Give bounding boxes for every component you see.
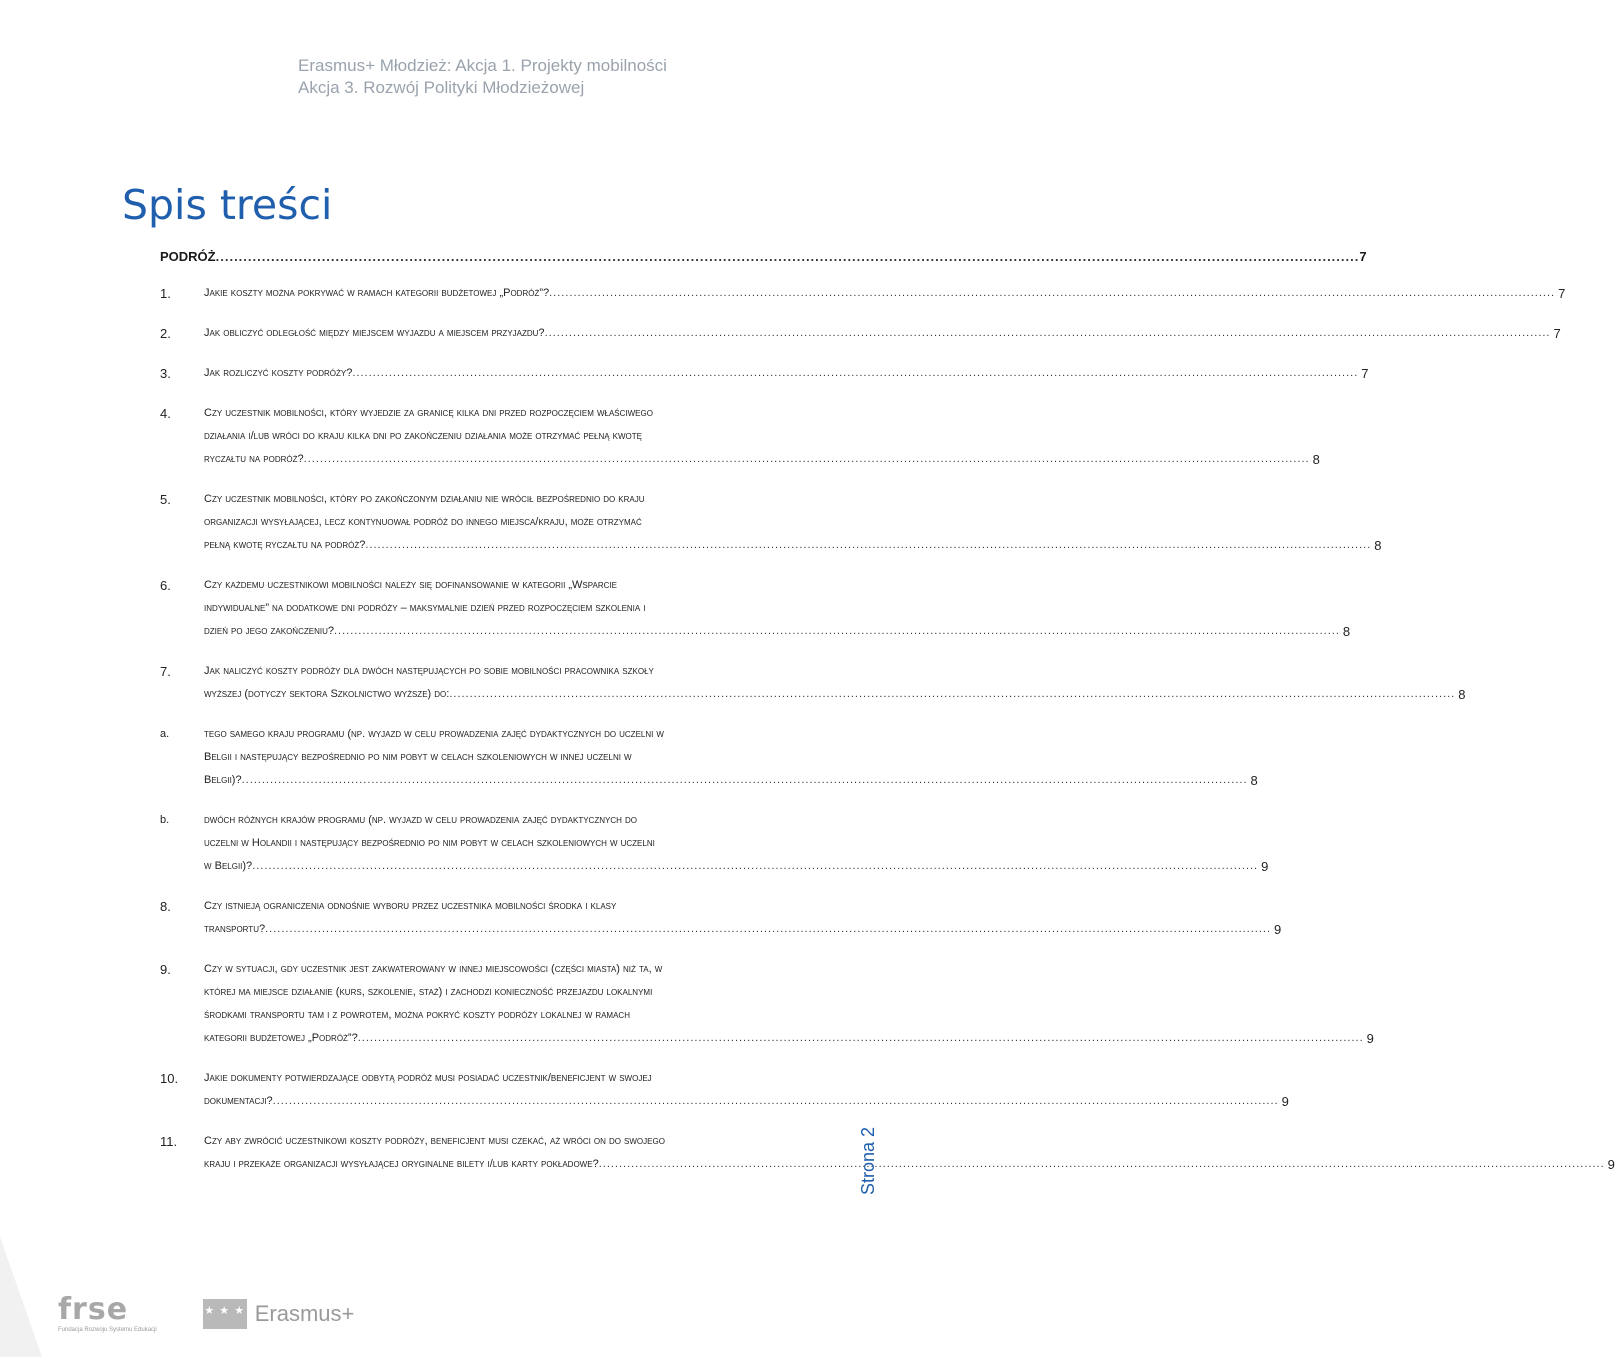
toc-leader-dots — [265, 918, 1271, 941]
toc-entry-line: tego samego kraju programu (np. wyjazd w celu prowadzenia zajęć dydaktycznych do uczelni w — [204, 728, 664, 740]
toc-entry-line: Czy uczestnik mobilności, który wyjedzie za granicę kilka dni przed rozpoczęciem właściwego — [204, 407, 653, 419]
toc-entry-last-line — [204, 918, 1281, 941]
toc-entry-text: Jakie koszty można pokrywać w ramach kategorii budżetowej „Podróż”? — [204, 287, 550, 299]
toc-entry-line: środkami transportu tam i z powrotem, można pokryć koszty podróży lokalnej w ramach — [204, 1009, 630, 1021]
toc-leader-dots — [545, 322, 1551, 345]
toc-entry-line: dwóch różnych krajów programu (np. wyjazd w celu prowadzenia zajęć dydaktycznych do — [204, 814, 637, 826]
toc-entry-body — [204, 322, 1561, 345]
toc-entry-page: 9 — [1274, 922, 1282, 937]
toc-entry-number: 10. — [160, 1071, 179, 1086]
toc-entry-text: w Belgii)? — [204, 860, 253, 872]
toc-entry-text: wyższej (dotyczy sektora Szkolnictwo wyższe) do: — [204, 688, 450, 700]
toc-entry-line: Czy aby zwrócić uczestnikowi koszty podróży, beneficjent musi czekać, aż wróci on do swojego — [204, 1135, 665, 1147]
toc-entry-text: ryczałtu na podróż? — [204, 453, 304, 465]
toc-entry[interactable] — [160, 895, 1282, 941]
toc-entry-last-line — [204, 769, 1258, 792]
toc-entry[interactable] — [160, 574, 1351, 643]
toc-entry-page: 7 — [1558, 286, 1566, 301]
toc-entry-line: działania i/lub wróci do kraju kilka dni po zakończeniu działania może otrzymać pełną kwotę — [204, 430, 642, 442]
toc-entry-text: kategorii budżetowej „Podróż”? — [204, 1032, 358, 1044]
toc-entry-number: 4. — [160, 406, 171, 421]
toc-top-label: PODRÓŻ — [160, 249, 216, 264]
toc-entry-page: 9 — [1607, 1157, 1615, 1172]
toc-entry-number: 1. — [160, 286, 171, 301]
toc-leader-dots — [242, 769, 1248, 792]
toc-entry-page: 8 — [1374, 538, 1382, 553]
toc-entry-line: Jak naliczyć koszty podróży dla dwóch następujących po sobie mobilności pracownika szkoły — [204, 665, 654, 677]
erasmus-wordmark: Erasmus+ — [254, 1301, 355, 1326]
page-number-label: Strona 2 — [858, 1126, 878, 1195]
toc-entry-line: Czy w sytuacji, gdy uczestnik jest zakwaterowany w innej miejscowości (części miasta) niż ta, w — [204, 963, 663, 975]
toc-entry-number: a. — [160, 728, 170, 740]
toc-entry-text: dokumentacji? — [204, 1095, 273, 1107]
toc-leader-dots — [358, 1027, 1364, 1050]
toc-entry-body — [204, 362, 1369, 385]
toc-entry-last-line — [204, 322, 1561, 345]
toc-entry-page: 9 — [1261, 859, 1269, 874]
page-title: Spis treści — [122, 181, 333, 229]
toc-top-page: 7 — [1359, 249, 1367, 264]
toc-entry-text: Belgii)? — [204, 774, 242, 786]
toc-leader-dots — [216, 248, 1360, 266]
toc-entry-last-line — [204, 1090, 1289, 1113]
toc-entry-body — [204, 1067, 1289, 1113]
toc-entry[interactable] — [160, 322, 1561, 345]
toc-entry[interactable] — [160, 282, 1566, 305]
toc-entry-line: Belgii i następujący bezpośrednio po nim pobyt w celach szkoleniowych w innej uczelni w — [204, 751, 632, 763]
toc-entry-body — [204, 809, 1268, 878]
toc-entry-page: 7 — [1361, 366, 1369, 381]
toc-entry-number: 9. — [160, 962, 171, 977]
toc-entry[interactable] — [160, 402, 1320, 471]
toc-entry-last-line — [204, 620, 1350, 643]
toc-entry-number: 11. — [160, 1134, 178, 1149]
toc-entry[interactable] — [160, 660, 1466, 706]
frse-logo-mark: frse — [58, 1292, 129, 1327]
header-line-2: Akcja 3. Rozwój Polityki Młodzieżowej — [298, 78, 585, 97]
toc-entry-last-line — [204, 1153, 1615, 1176]
toc-entry-page: 9 — [1366, 1031, 1374, 1046]
toc-entry-number: 6. — [160, 578, 171, 593]
toc-entry-line: Jakie dokumenty potwierdzające odbytą podróż musi posiadać uczestnik/beneficjent w swojej — [204, 1072, 652, 1084]
toc-entry-body — [204, 1130, 1615, 1176]
toc-leader-dots — [449, 683, 1455, 706]
toc-entry-number: 8. — [160, 899, 171, 914]
toc-entry-text: pełną kwotę ryczałtu na podróż? — [204, 539, 366, 551]
toc-entry-number: 3. — [160, 366, 171, 381]
toc-entry[interactable] — [160, 809, 1269, 878]
toc-entry-last-line — [204, 534, 1382, 557]
toc-entry-page: 8 — [1342, 624, 1351, 639]
eu-flag-icon — [203, 1299, 247, 1329]
toc-entry-text: dzień po jego zakończeniu? — [204, 625, 334, 637]
toc-leader-dots — [334, 620, 1340, 643]
toc-entry-line: uczelni w Holandii i następujący bezpośrednio po nim pobyt w celach szkoleniowych w uczelni — [204, 837, 655, 849]
toc-entry-body — [204, 958, 1374, 1050]
toc-leader-dots — [304, 448, 1310, 471]
toc-entry-page: 7 — [1553, 326, 1561, 341]
toc-entry[interactable] — [160, 723, 1258, 792]
toc-entry-body — [204, 282, 1565, 305]
toc-entry-text: Jak rozliczyć koszty podróży? — [204, 367, 353, 379]
toc-entry-last-line — [204, 855, 1268, 878]
toc-entry-text: kraju i przekaże organizacji wysyłającej oryginalne bilety i/lub karty pokładowe? — [204, 1158, 599, 1170]
toc-entry-page: 9 — [1281, 1094, 1289, 1109]
toc-entry-last-line — [204, 282, 1565, 305]
toc-entry-line: organizacji wysyłającej, lecz kontynuował podróż do innego miejsca/kraju, może otrzymać — [204, 516, 642, 528]
toc-entry-page: 8 — [1250, 773, 1258, 788]
toc-leader-dots — [549, 282, 1555, 305]
toc-entry-page: 8 — [1312, 452, 1320, 467]
toc-entry-body — [204, 895, 1281, 941]
footer-logos — [58, 1292, 355, 1333]
eu-flag-stars: ★ ★ ★ — [204, 1305, 246, 1317]
toc-top-entry[interactable] — [160, 248, 1367, 266]
toc-entry-line: której ma miejsce działanie (kurs, szkolenie, staż) i zachodzi konieczność przejazdu lokalnymi — [204, 986, 653, 998]
toc-leader-dots — [252, 855, 1258, 878]
toc-entry-number: 2. — [160, 326, 171, 341]
toc-leader-dots — [599, 1153, 1605, 1176]
toc-entry-line: Czy uczestnik mobilności, który po zakończonym działaniu nie wrócił bezpośrednio do kraju — [204, 493, 645, 505]
toc-entry-line: indywidualne” na dodatkowe dni podróży – maksymalnie dzień przed rozpoczęciem szkolenia i — [204, 602, 646, 614]
toc-entry-body — [204, 488, 1382, 557]
toc-entry-number: 7. — [160, 664, 171, 679]
toc-entry-line: Czy każdemu uczestnikowi mobilności należy się dofinansowanie w kategorii „Wsparcie — [204, 579, 617, 591]
toc-entry-page: 8 — [1458, 687, 1466, 702]
toc-entry-last-line — [204, 448, 1320, 471]
toc-entry-line: Czy istnieją ograniczenia odnośnie wyboru przez uczestnika mobilności środka i klasy — [204, 900, 617, 912]
frse-logo — [58, 1292, 157, 1333]
toc-entry[interactable] — [160, 958, 1374, 1050]
toc-leader-dots — [365, 534, 1371, 557]
toc-entry-body — [204, 723, 1258, 792]
header-line-1: Erasmus+ Młodzież: Akcja 1. Projekty mobilności — [298, 56, 667, 75]
toc-leader-dots — [352, 362, 1358, 385]
toc-entry-number: b. — [160, 814, 170, 826]
toc-entry[interactable] — [160, 362, 1369, 385]
toc-entry[interactable] — [160, 1067, 1289, 1113]
toc-entry-last-line — [204, 1027, 1374, 1050]
toc-leader-dots — [273, 1090, 1279, 1113]
toc-entry-last-line — [204, 683, 1465, 706]
toc-entry[interactable] — [160, 488, 1382, 557]
toc-entry-body — [204, 574, 1350, 643]
toc-entry-body — [204, 402, 1320, 471]
erasmus-logo — [203, 1299, 355, 1329]
toc-entry-body — [204, 660, 1465, 706]
toc-entry-text: Jak obliczyć odległość między miejscem wyjazdu a miejscem przyjazdu? — [204, 327, 545, 339]
toc-entry-text: transportu? — [204, 923, 266, 935]
toc-entry-last-line — [204, 362, 1369, 385]
toc-entry-number: 5. — [160, 492, 171, 507]
corner-decoration — [0, 1237, 42, 1357]
document-header — [298, 55, 667, 99]
frse-name: Fundacja Rozwoju Systemu Edukacji — [58, 1327, 157, 1333]
